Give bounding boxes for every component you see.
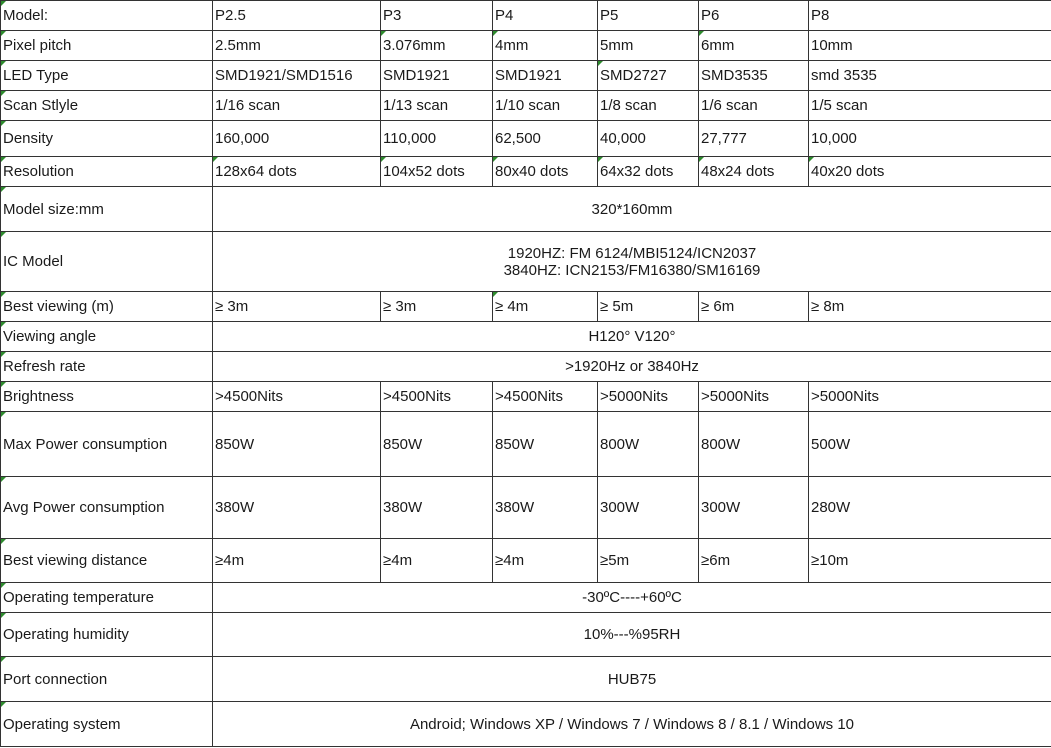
row-label: IC Model <box>1 232 213 292</box>
table-cell: 380W <box>381 477 493 539</box>
table-cell: 80x40 dots <box>493 157 598 187</box>
row-label: Refresh rate <box>1 352 213 382</box>
table-cell: ≥4m <box>493 539 598 583</box>
row-label: Avg Power consumption <box>1 477 213 539</box>
row-label: Viewing angle <box>1 322 213 352</box>
table-row <box>1 292 1051 322</box>
table-cell: >5000Nits <box>699 382 809 412</box>
table-cell: SMD3535 <box>699 61 809 91</box>
row-label: Model size:mm <box>1 187 213 232</box>
table-cell: ≥10m <box>809 539 1051 583</box>
table-cell: >4500Nits <box>381 382 493 412</box>
table-cell: 160,000 <box>213 121 381 157</box>
table-cell: 3.076mm <box>381 31 493 61</box>
table-cell: SMD1921/SMD1516 <box>213 61 381 91</box>
table-cell: 1/5 scan <box>809 91 1051 121</box>
merged-cell <box>213 232 1051 292</box>
table-row <box>1 583 1051 613</box>
table-cell: ≥ 5m <box>598 292 699 322</box>
merged-cell: -30ºC----+60ºC <box>213 583 1051 613</box>
table-row <box>1 477 1051 539</box>
table-cell: >5000Nits <box>598 382 699 412</box>
row-label: Operating humidity <box>1 613 213 657</box>
merged-cell: H120° V120° <box>213 322 1051 352</box>
table-cell: 850W <box>493 412 598 477</box>
table-cell: 300W <box>699 477 809 539</box>
table-cell: 500W <box>809 412 1051 477</box>
table-row <box>1 412 1051 477</box>
table-cell: ≥6m <box>699 539 809 583</box>
row-label: Operating temperature <box>1 583 213 613</box>
table-cell: 4mm <box>493 31 598 61</box>
table-cell: ≥ 8m <box>809 292 1051 322</box>
merged-cell-line: 1920HZ: FM 6124/MBI5124/ICN2037 <box>507 244 757 262</box>
table-cell: >4500Nits <box>213 382 381 412</box>
table-cell: 40,000 <box>598 121 699 157</box>
merged-cell: >1920Hz or 3840Hz <box>213 352 1051 382</box>
table-cell: 1/16 scan <box>213 91 381 121</box>
table-row <box>1 232 1051 292</box>
row-label: Operating system <box>1 702 213 747</box>
merged-cell-line: 3840HZ: ICN2153/FM16380/SM16169 <box>503 261 761 279</box>
table-row <box>1 702 1051 747</box>
table-row <box>1 382 1051 412</box>
table-row <box>1 352 1051 382</box>
table-cell: ≥ 6m <box>699 292 809 322</box>
table-cell: ≥4m <box>381 539 493 583</box>
row-label: Best viewing (m) <box>1 292 213 322</box>
table-cell: P8 <box>809 1 1051 31</box>
table-cell: SMD1921 <box>493 61 598 91</box>
table-row <box>1 61 1051 91</box>
table-row <box>1 322 1051 352</box>
table-cell: P4 <box>493 1 598 31</box>
table-cell: ≥ 4m <box>493 292 598 322</box>
table-cell: >4500Nits <box>493 382 598 412</box>
table-cell: 1/6 scan <box>699 91 809 121</box>
merged-cell: HUB75 <box>213 657 1051 702</box>
table-row <box>1 613 1051 657</box>
table-cell: 40x20 dots <box>809 157 1051 187</box>
table-cell: ≥ 3m <box>381 292 493 322</box>
row-label: Density <box>1 121 213 157</box>
table-cell: smd 3535 <box>809 61 1051 91</box>
row-label: Max Power consumption <box>1 412 213 477</box>
table-cell: 5mm <box>598 31 699 61</box>
table-row <box>1 91 1051 121</box>
table-cell: 850W <box>381 412 493 477</box>
table-cell: 62,500 <box>493 121 598 157</box>
table-cell: P2.5 <box>213 1 381 31</box>
row-label: Resolution <box>1 157 213 187</box>
row-label: Pixel pitch <box>1 31 213 61</box>
table-cell: >5000Nits <box>809 382 1051 412</box>
table-cell: 10,000 <box>809 121 1051 157</box>
row-label: Port connection <box>1 657 213 702</box>
table-cell: P5 <box>598 1 699 31</box>
table-cell: 27,777 <box>699 121 809 157</box>
table-cell: 300W <box>598 477 699 539</box>
table-row <box>1 157 1051 187</box>
table-cell: 1/13 scan <box>381 91 493 121</box>
spec-table-body <box>1 1 1051 747</box>
table-cell: 380W <box>493 477 598 539</box>
row-label: Brightness <box>1 382 213 412</box>
row-label: LED Type <box>1 61 213 91</box>
table-cell: 800W <box>699 412 809 477</box>
table-cell: ≥4m <box>213 539 381 583</box>
table-cell: 1/8 scan <box>598 91 699 121</box>
table-cell: 1/10 scan <box>493 91 598 121</box>
table-cell: 380W <box>213 477 381 539</box>
row-label: Model: <box>1 1 213 31</box>
table-cell: SMD1921 <box>381 61 493 91</box>
table-row <box>1 657 1051 702</box>
table-row <box>1 1 1051 31</box>
row-label: Scan Stlyle <box>1 91 213 121</box>
merged-cell: Android; Windows XP / Windows 7 / Windows 8 / 8.1 / Windows 10 <box>213 702 1051 747</box>
merged-cell: 320*160mm <box>213 187 1051 232</box>
table-cell: 2.5mm <box>213 31 381 61</box>
table-cell: 64x32 dots <box>598 157 699 187</box>
table-cell: ≥ 3m <box>213 292 381 322</box>
table-cell: ≥5m <box>598 539 699 583</box>
table-cell: P6 <box>699 1 809 31</box>
table-row <box>1 187 1051 232</box>
table-cell: 800W <box>598 412 699 477</box>
table-cell: 6mm <box>699 31 809 61</box>
table-cell: 128x64 dots <box>213 157 381 187</box>
row-label: Best viewing distance <box>1 539 213 583</box>
table-cell: 110,000 <box>381 121 493 157</box>
table-row <box>1 121 1051 157</box>
table-cell: 850W <box>213 412 381 477</box>
table-cell: 48x24 dots <box>699 157 809 187</box>
merged-cell: 10%---%95RH <box>213 613 1051 657</box>
table-cell: P3 <box>381 1 493 31</box>
table-row <box>1 31 1051 61</box>
table-cell: 280W <box>809 477 1051 539</box>
table-row <box>1 539 1051 583</box>
table-cell: 104x52 dots <box>381 157 493 187</box>
table-cell: 10mm <box>809 31 1051 61</box>
table-cell: SMD2727 <box>598 61 699 91</box>
